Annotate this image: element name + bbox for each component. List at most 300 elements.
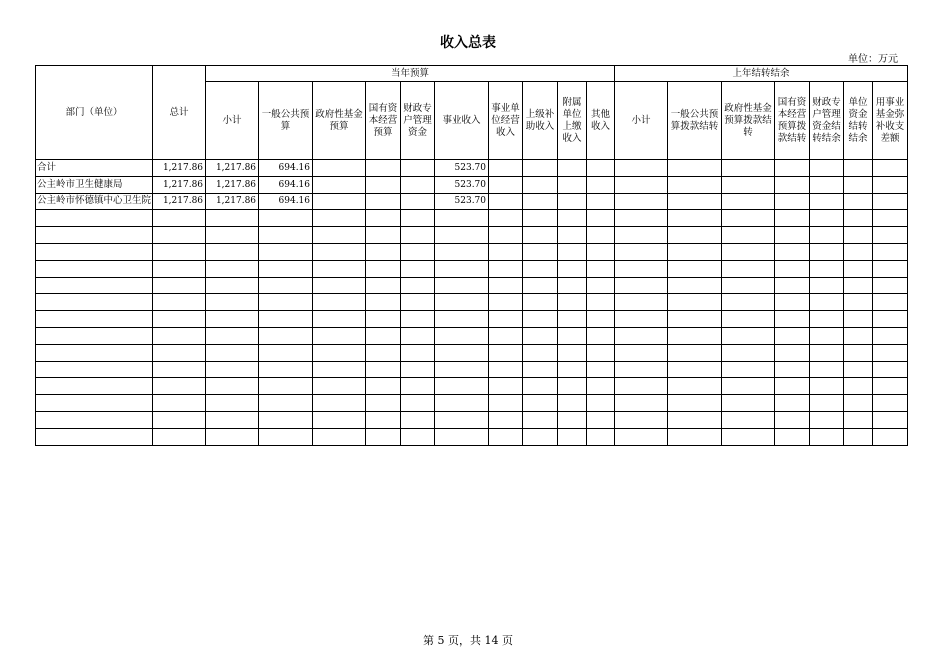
table-cell xyxy=(775,327,810,344)
header-cur-state-capital: 国有资本经营预算 xyxy=(366,82,401,160)
table-cell xyxy=(259,260,313,277)
table-cell xyxy=(489,227,523,244)
header-prior-business-fund: 用事业基金弥补收支差额 xyxy=(873,82,908,160)
table-cell xyxy=(153,378,206,395)
table-cell xyxy=(523,344,558,361)
table-cell xyxy=(489,395,523,412)
table-cell xyxy=(587,294,615,311)
table-cell xyxy=(587,327,615,344)
table-cell xyxy=(313,294,366,311)
table-cell xyxy=(775,193,810,210)
table-cell xyxy=(523,411,558,428)
table-cell xyxy=(615,260,668,277)
table-cell xyxy=(366,193,401,210)
table-cell xyxy=(587,227,615,244)
table-cell xyxy=(873,277,908,294)
table-cell xyxy=(313,311,366,328)
table-cell xyxy=(489,193,523,210)
table-cell xyxy=(435,428,489,445)
table-cell xyxy=(615,344,668,361)
table-cell xyxy=(668,361,722,378)
header-prior-special-account: 财政专户管理资金结转结余 xyxy=(810,82,844,160)
table-cell xyxy=(259,277,313,294)
header-cur-operating-income: 事业单位经营收入 xyxy=(489,82,523,160)
table-cell xyxy=(489,311,523,328)
table-cell xyxy=(558,243,587,260)
table-cell xyxy=(523,160,558,177)
table-cell xyxy=(366,243,401,260)
business-income-cell: 523.70 xyxy=(435,176,489,193)
table-cell xyxy=(873,395,908,412)
table-cell xyxy=(722,361,775,378)
table-cell xyxy=(844,344,873,361)
table-cell xyxy=(668,311,722,328)
table-cell xyxy=(206,311,259,328)
table-cell xyxy=(615,193,668,210)
table-cell xyxy=(722,210,775,227)
table-cell xyxy=(153,411,206,428)
table-cell xyxy=(668,395,722,412)
table-cell xyxy=(810,411,844,428)
table-cell xyxy=(722,327,775,344)
table-cell xyxy=(810,260,844,277)
table-cell xyxy=(36,428,153,445)
table-cell xyxy=(615,395,668,412)
header-current-year: 当年预算 xyxy=(206,66,615,82)
table-cell xyxy=(435,395,489,412)
table-cell xyxy=(36,294,153,311)
table-cell xyxy=(558,311,587,328)
table-row xyxy=(36,311,908,328)
table-cell xyxy=(401,378,435,395)
table-cell xyxy=(668,243,722,260)
total-cell: 1,217.86 xyxy=(153,176,206,193)
table-cell xyxy=(435,260,489,277)
table-cell xyxy=(615,243,668,260)
table-row xyxy=(36,243,908,260)
table-cell xyxy=(313,176,366,193)
table-cell xyxy=(489,210,523,227)
header-dept: 部门（单位） xyxy=(36,66,153,160)
table-cell xyxy=(722,344,775,361)
table-cell xyxy=(489,428,523,445)
table-cell xyxy=(153,344,206,361)
subtotal-cell: 1,217.86 xyxy=(206,160,259,177)
table-cell xyxy=(615,327,668,344)
table-row xyxy=(36,277,908,294)
table-cell xyxy=(587,277,615,294)
table-cell xyxy=(587,311,615,328)
table-cell xyxy=(489,327,523,344)
table-cell xyxy=(435,378,489,395)
table-cell xyxy=(558,344,587,361)
table-cell xyxy=(810,428,844,445)
table-cell xyxy=(489,277,523,294)
table-cell xyxy=(435,210,489,227)
table-cell xyxy=(558,193,587,210)
table-cell xyxy=(810,294,844,311)
table-cell xyxy=(844,176,873,193)
table-cell xyxy=(523,361,558,378)
table-cell xyxy=(401,294,435,311)
table-cell xyxy=(558,227,587,244)
table-cell xyxy=(873,243,908,260)
table-cell xyxy=(668,344,722,361)
table-cell xyxy=(313,243,366,260)
table-cell xyxy=(558,428,587,445)
header-cur-affiliate-income: 附属单位上缴收入 xyxy=(558,82,587,160)
header-cur-business-income: 事业收入 xyxy=(435,82,489,160)
table-row xyxy=(36,176,908,193)
table-cell xyxy=(489,160,523,177)
header-prior-state-capital: 国有资本经营预算拨款结转 xyxy=(775,82,810,160)
table-cell xyxy=(259,227,313,244)
table-cell xyxy=(366,277,401,294)
table-cell xyxy=(259,344,313,361)
table-cell xyxy=(489,411,523,428)
table-cell xyxy=(259,327,313,344)
header-prior-general-budget: 一般公共预算拨款结转 xyxy=(668,82,722,160)
table-cell xyxy=(366,327,401,344)
table-cell xyxy=(523,428,558,445)
table-cell xyxy=(206,277,259,294)
table-cell xyxy=(873,411,908,428)
table-row xyxy=(36,160,908,177)
table-cell xyxy=(810,311,844,328)
table-cell xyxy=(36,327,153,344)
table-cell xyxy=(844,260,873,277)
table-cell xyxy=(558,361,587,378)
table-cell xyxy=(401,277,435,294)
table-cell xyxy=(873,193,908,210)
general-budget-cell: 694.16 xyxy=(259,193,313,210)
table-cell xyxy=(722,193,775,210)
table-cell xyxy=(435,411,489,428)
table-cell xyxy=(558,260,587,277)
table-cell xyxy=(722,395,775,412)
table-cell xyxy=(401,160,435,177)
table-cell xyxy=(366,227,401,244)
table-cell xyxy=(844,227,873,244)
table-row xyxy=(36,428,908,445)
table-cell xyxy=(558,327,587,344)
table-row xyxy=(36,294,908,311)
header-cur-subtotal: 小计 xyxy=(206,82,259,160)
table-cell xyxy=(668,260,722,277)
table-cell xyxy=(401,327,435,344)
table-cell xyxy=(206,327,259,344)
table-cell xyxy=(206,260,259,277)
table-cell xyxy=(435,344,489,361)
table-cell xyxy=(435,227,489,244)
table-cell xyxy=(153,327,206,344)
table-cell xyxy=(153,395,206,412)
table-cell xyxy=(722,311,775,328)
table-cell xyxy=(401,210,435,227)
table-cell xyxy=(259,395,313,412)
table-cell xyxy=(366,361,401,378)
table-cell xyxy=(259,428,313,445)
table-cell xyxy=(587,210,615,227)
business-income-cell: 523.70 xyxy=(435,160,489,177)
table-cell xyxy=(313,361,366,378)
table-cell xyxy=(401,227,435,244)
table-cell xyxy=(558,294,587,311)
table-cell xyxy=(489,361,523,378)
table-cell xyxy=(615,361,668,378)
total-cell: 1,217.86 xyxy=(153,193,206,210)
table-cell xyxy=(844,210,873,227)
table-cell xyxy=(401,395,435,412)
table-cell xyxy=(366,428,401,445)
table-cell xyxy=(775,311,810,328)
table-cell xyxy=(401,260,435,277)
table-cell xyxy=(366,311,401,328)
table-cell xyxy=(36,210,153,227)
table-cell xyxy=(810,160,844,177)
table-cell xyxy=(313,344,366,361)
table-cell xyxy=(873,210,908,227)
table-cell xyxy=(810,277,844,294)
table-cell xyxy=(366,378,401,395)
table-cell xyxy=(153,361,206,378)
header-prior-gov-fund: 政府性基金预算拨款结转 xyxy=(722,82,775,160)
table-row xyxy=(36,227,908,244)
table-cell xyxy=(401,176,435,193)
header-cur-other-income: 其他收入 xyxy=(587,82,615,160)
table-cell xyxy=(401,243,435,260)
table-cell xyxy=(775,176,810,193)
table-cell xyxy=(313,395,366,412)
table-cell xyxy=(668,294,722,311)
table-cell xyxy=(810,344,844,361)
table-cell xyxy=(313,327,366,344)
table-cell xyxy=(36,361,153,378)
table-cell xyxy=(810,227,844,244)
table-cell xyxy=(435,311,489,328)
table-cell xyxy=(366,260,401,277)
table-cell xyxy=(587,176,615,193)
table-cell xyxy=(722,411,775,428)
table-cell xyxy=(523,227,558,244)
table-row xyxy=(36,411,908,428)
table-cell xyxy=(36,395,153,412)
table-cell xyxy=(523,294,558,311)
table-cell xyxy=(873,428,908,445)
table-cell xyxy=(722,378,775,395)
table-cell xyxy=(259,243,313,260)
table-cell xyxy=(722,160,775,177)
table-cell xyxy=(558,395,587,412)
header-prior-subtotal: 小计 xyxy=(615,82,668,160)
table-cell xyxy=(401,411,435,428)
table-cell xyxy=(558,176,587,193)
table-cell xyxy=(775,395,810,412)
table-cell xyxy=(489,260,523,277)
table-cell xyxy=(587,260,615,277)
table-cell xyxy=(775,344,810,361)
table-cell xyxy=(313,227,366,244)
table-cell xyxy=(206,428,259,445)
table-cell xyxy=(873,176,908,193)
table-row xyxy=(36,344,908,361)
table-cell xyxy=(844,428,873,445)
table-cell xyxy=(873,260,908,277)
table-cell xyxy=(259,311,313,328)
table-cell xyxy=(615,311,668,328)
table-cell xyxy=(206,411,259,428)
table-cell xyxy=(313,428,366,445)
table-cell xyxy=(153,294,206,311)
table-cell xyxy=(259,361,313,378)
table-cell xyxy=(523,395,558,412)
table-cell xyxy=(722,428,775,445)
table-cell xyxy=(36,344,153,361)
table-cell xyxy=(844,361,873,378)
table-cell xyxy=(435,277,489,294)
table-cell xyxy=(435,294,489,311)
table-cell xyxy=(873,227,908,244)
table-cell xyxy=(523,243,558,260)
table-cell xyxy=(489,294,523,311)
table-cell xyxy=(401,344,435,361)
table-cell xyxy=(775,411,810,428)
table-cell xyxy=(615,176,668,193)
table-cell xyxy=(844,193,873,210)
table-cell xyxy=(153,243,206,260)
table-cell xyxy=(153,277,206,294)
table-cell xyxy=(615,210,668,227)
table-cell xyxy=(615,378,668,395)
subtotal-cell: 1,217.86 xyxy=(206,193,259,210)
table-cell xyxy=(668,378,722,395)
table-cell xyxy=(313,160,366,177)
table-row xyxy=(36,327,908,344)
table-cell xyxy=(873,327,908,344)
table-cell xyxy=(810,210,844,227)
table-cell xyxy=(844,311,873,328)
table-cell xyxy=(615,160,668,177)
table-cell xyxy=(668,193,722,210)
table-cell xyxy=(873,344,908,361)
table-cell xyxy=(558,411,587,428)
table-cell xyxy=(313,193,366,210)
table-cell xyxy=(259,294,313,311)
table-cell xyxy=(844,411,873,428)
table-cell xyxy=(313,210,366,227)
table-cell xyxy=(668,176,722,193)
table-cell xyxy=(775,160,810,177)
table-cell xyxy=(206,361,259,378)
table-cell xyxy=(587,395,615,412)
table-cell xyxy=(775,428,810,445)
table-cell xyxy=(775,260,810,277)
table-cell xyxy=(873,294,908,311)
table-cell xyxy=(722,294,775,311)
table-cell xyxy=(36,260,153,277)
header-total: 总计 xyxy=(153,66,206,160)
table-cell xyxy=(489,378,523,395)
table-cell xyxy=(810,193,844,210)
header-prior-unit-funds: 单位资金结转结余 xyxy=(844,82,873,160)
table-cell xyxy=(401,428,435,445)
table-cell xyxy=(668,277,722,294)
table-cell xyxy=(36,243,153,260)
table-cell xyxy=(810,243,844,260)
table-cell xyxy=(206,294,259,311)
table-cell xyxy=(615,428,668,445)
table-cell xyxy=(668,428,722,445)
table-cell xyxy=(615,294,668,311)
header-cur-general-budget: 一般公共预算 xyxy=(259,82,313,160)
table-cell xyxy=(810,327,844,344)
table-cell xyxy=(668,210,722,227)
table-cell xyxy=(36,411,153,428)
table-cell xyxy=(435,327,489,344)
table-cell xyxy=(587,344,615,361)
table-cell xyxy=(844,327,873,344)
table-cell xyxy=(366,160,401,177)
table-cell xyxy=(206,344,259,361)
table-cell xyxy=(775,210,810,227)
subtotal-cell: 1,217.86 xyxy=(206,176,259,193)
table-cell xyxy=(259,411,313,428)
table-cell xyxy=(523,176,558,193)
table-cell xyxy=(523,210,558,227)
table-cell xyxy=(401,311,435,328)
table-cell xyxy=(615,411,668,428)
table-row xyxy=(36,193,908,210)
table-cell xyxy=(587,378,615,395)
table-cell xyxy=(366,294,401,311)
table-cell xyxy=(722,260,775,277)
dept-cell: 合计 xyxy=(36,160,153,177)
total-cell: 1,217.86 xyxy=(153,160,206,177)
table-cell xyxy=(722,277,775,294)
header-prior-year: 上年结转结余 xyxy=(615,66,908,82)
table-cell xyxy=(873,361,908,378)
table-row xyxy=(36,210,908,227)
table-cell xyxy=(844,243,873,260)
table-row xyxy=(36,361,908,378)
header-cur-superior-subsidy: 上级补助收入 xyxy=(523,82,558,160)
table-cell xyxy=(153,210,206,227)
table-cell xyxy=(259,378,313,395)
dept-cell: 公主岭市卫生健康局 xyxy=(36,176,153,193)
table-cell xyxy=(366,344,401,361)
table-cell xyxy=(558,277,587,294)
dept-cell: 公主岭市怀德镇中心卫生院 xyxy=(36,193,153,210)
table-cell xyxy=(775,294,810,311)
table-cell xyxy=(36,227,153,244)
table-cell xyxy=(366,411,401,428)
report-title: 收入总表 xyxy=(440,35,496,51)
table-cell xyxy=(313,378,366,395)
table-cell xyxy=(489,344,523,361)
table-cell xyxy=(558,378,587,395)
table-row xyxy=(36,378,908,395)
table-cell xyxy=(873,160,908,177)
table-cell xyxy=(558,210,587,227)
table-cell xyxy=(366,210,401,227)
table-cell xyxy=(153,428,206,445)
table-cell xyxy=(206,243,259,260)
table-cell xyxy=(844,294,873,311)
table-cell xyxy=(844,378,873,395)
table-cell xyxy=(775,277,810,294)
table-cell xyxy=(366,176,401,193)
table-cell xyxy=(722,176,775,193)
